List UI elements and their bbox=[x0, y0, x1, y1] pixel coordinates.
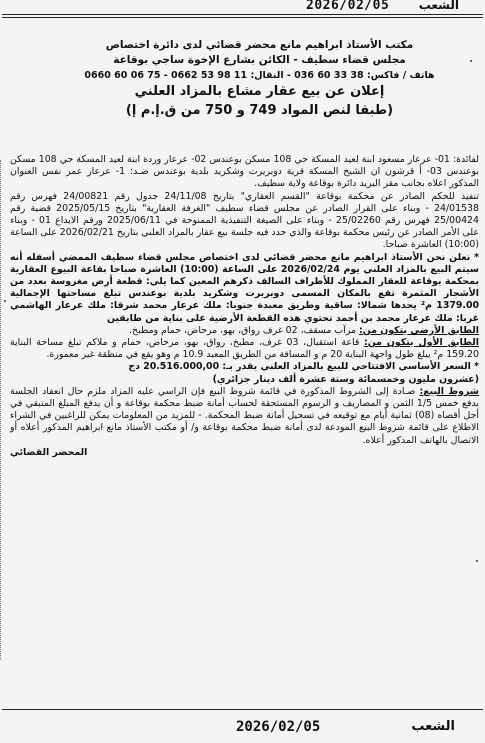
office-line-1: مكتب الأستاذ ابراهيم مانع محضر قضائي لدى دائرة اختصاص bbox=[105, 39, 414, 51]
left-fold-mark bbox=[0, 160, 9, 660]
notice-title bbox=[40, 82, 479, 120]
price-words: (عشرون مليون وخمسمائة وستة عشرة ألف دينار جزائري) bbox=[212, 373, 479, 385]
price-label: * السعر الأساسي الافتتاحي للبيع بالمزاد العلني يقدر بـ: bbox=[222, 361, 479, 373]
ground-floor-desc: مرآب مسقف، 02 غرف رواق، بهو، مرحاض، حمام ومطبخ. bbox=[129, 324, 357, 336]
top-bar bbox=[0, 0, 485, 14]
ground-floor-label: الطابق الأرضي يتكون من: bbox=[359, 324, 479, 336]
conditions-label: شروط البيع: bbox=[419, 385, 479, 397]
bottom-date: 2026/02/05 bbox=[236, 719, 321, 735]
scan-speck bbox=[476, 560, 478, 562]
notice-title-line-2: (طبقا لنص المواد 749 و 750 من ق.إ.م إ) bbox=[125, 103, 394, 118]
notice-title-line-1: إعلان عن بيع عقار مشاع بالمزاد العلني bbox=[134, 84, 385, 99]
announcement-paragraph: * نعلن نحن الأستاذ ابراهيم مانع محضر قضائي لدى اختصاص مجلس قضاء سطيف الممضي أسفله أنه سيتم البيع بالمزاد العلني يوم 2026/02/24 على الساعة (10:00) العاشرة صباحا بقاعة البيوع العقارية بمحكمة بوقاعة للعقار المملوك للأطراف السالف ذكرهم المعين كما يلي: قطعة أرض مغروسة بعدد من الأشجار المثمرة تقع بالمكان المسمى دوبريرت وشكريد بلدية بوعندس تبلغ مساحتها الإجمالية 1379.00 م² يحدها شمالا: ساقية وطريق معبدة جنوبا: ملك عرعار محمد شرقا: ملك عرعار الهاشمي غربا: ملك عرعار محمد بن أحمد تحتوي هذه القطعة الأرضية على بناية من طابقين bbox=[10, 251, 479, 324]
notice-body bbox=[10, 154, 479, 459]
office-line-2: مجلس قضاء سطيف - الكائن بشارع الإخوة ساجي بوقاعة bbox=[113, 54, 406, 66]
top-rule bbox=[2, 14, 483, 15]
top-rule-2 bbox=[2, 17, 483, 18]
bottom-bar bbox=[0, 707, 485, 737]
judgment-paragraph: تنفيذ للحكم الصادر عن محكمة بوقاعة "القسم العقاري" بتاريخ 24/11/08 جدول رقم 24/00821 فهرس رقم 24/01538 - وبناء على القرار الصادر عن مجلس قضاء سطيف "الغرفة العقارية" بتاريخ 2025/05/15 قضية رقم 25/00424 فهرس رقم 25/02260 - وبناء على الصيغة التنفيذية الممنوحة في 2025/06/11 ورقم الايداع 01 - وبناء على الأمر الصادر عن رئيس محكمة بوقاعة والذي حدد فيه جلسة بيع عقار بالمزاد العلني بتاريخ 2026/02/21 على الساعة (10:00) العاشرة صباحا. bbox=[10, 190, 480, 251]
office-contact: هاتف / فاكس: 38 33 60 036 - النقال: 11 98 53 0662 - 75 06 60 0660 bbox=[84, 70, 435, 81]
scan-speck bbox=[470, 60, 472, 62]
bottom-paper-name: الشعب bbox=[411, 719, 455, 734]
scan-speck bbox=[4, 300, 6, 302]
top-date: 2026/02/05 bbox=[306, 0, 390, 13]
signature: المحضر القضائي bbox=[10, 446, 88, 458]
first-floor-label: الطابق الأول يتكون من: bbox=[363, 337, 479, 349]
top-paper-name: الشعب bbox=[418, 0, 459, 12]
conditions-text: صـادة إلى الشروط المذكورة في قائمة شروط البيع فإن الراسي عليه المزاد ملزم حال انعقاد الجلسة بدفع خمس 1/5 الثمن و المصاريف و الرسوم المستحقة لحساب أمانة ضبط محكمة بوقاعة و أن يدفع المبلغ المتبقي في أجل أقصاه (08) ثمانية أيام مع توقيعه في تسجيل أمانة ضبط المحكمة. - للمزيد من المعلومات يمكن للراغبين في الشراء الاطلاع على قائمة شروط البيع المودعة لدى أمانة ضبط محكمة بوقاعة و/ أو مكتب الأستاذ مانع ابراهيم المذكور أعلاه أو الاتصال بالهاتف المذكور أعلاه. bbox=[10, 385, 479, 446]
parties-paragraph: لفائدة: 01- عرعار مسعود ابنة لعيد المسكة حي 108 مسكن بوعندس 02- عرعار وردة ابنة لعيد المسكة حي 108 مسكن بوعندس 03- أ قرشون ان الشيخ المسكة قرية دوبريرت وشكريد بلدية بوعندس ضـد: 1- عرعار عمر نفس العنوان المذكور اعلاه بجانب مقر البريد دائرة بوقاعة ولاية سطيف. bbox=[10, 154, 480, 190]
price-value: 20.516.000,00 دج bbox=[128, 361, 220, 373]
office-header bbox=[40, 38, 479, 83]
first-floor-desc: قاعة استقبال، 03 غرف، مطبخ، رواق، بهو، مرحاض، حمام و ملاكم تبلغ مساحة البناية 159.20 م² يبلغ طول واجهة البناية 20 م و المسافة من الطريق المعبد 10.9 م وهو يقع في منطقة غير معمورة. bbox=[10, 337, 479, 361]
